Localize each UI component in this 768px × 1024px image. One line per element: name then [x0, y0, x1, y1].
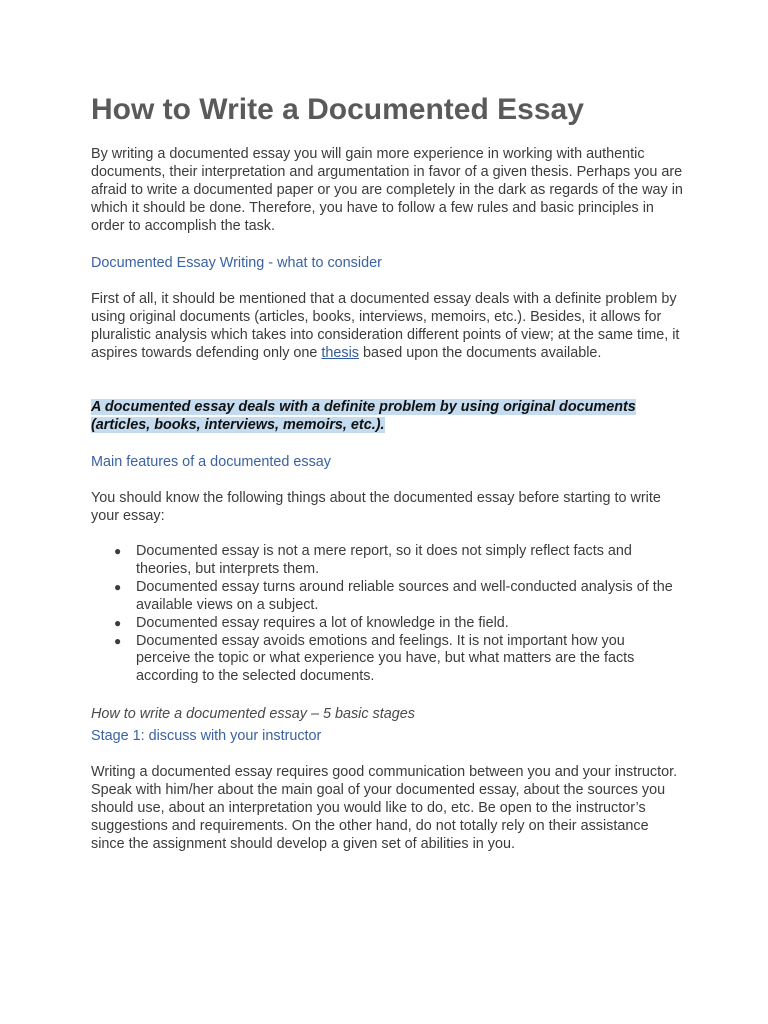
consider-text-end: based upon the documents available. [359, 344, 602, 361]
list-item [91, 633, 683, 687]
bullet-icon: ● [114, 615, 122, 630]
stages-title: How to write a documented essay – 5 basic stages [91, 706, 415, 722]
consider-text-start: First of all, it should be mentioned that a documented essay deals with a definite problem by using original documents (articles, books, interviews, memoirs, etc.). Besides, it allows for pluralistic analysis which takes into consideration different points of view; at the same time, it aspires towards defending only one [91, 291, 680, 361]
section-heading-what-to-consider: Documented Essay Writing - what to consider [91, 255, 382, 271]
thesis-link[interactable]: thesis [321, 344, 359, 361]
highlighted-text: A documented essay deals with a definite problem by using original documents (articles, books, interviews, memoirs, etc.). [91, 399, 636, 433]
stage-1-paragraph: Writing a documented essay requires good communication between you and your instructor. Speak with him/her about the main goal of your documented essay, about the sources you should use, about an interpretation you would like to do, etc. Be open to the instructor’s suggestions and requirements. On the other hand, do not totally rely on their assistance since the assignment should develop a given set of abilities in you. [91, 764, 678, 852]
list-item-text: Documented essay requires a lot of knowledge in the field. [136, 614, 509, 631]
page-title: How to Write a Documented Essay [91, 93, 584, 126]
highlighted-quote [91, 398, 683, 434]
stage-1-heading: Stage 1: discuss with your instructor [91, 728, 322, 744]
intro-paragraph: By writing a documented essay you will gain more experience in working with authentic documents, their interpretation and argumentation in favor of a given thesis. Perhaps you are afraid to write a documented paper or you are completely in the dark as regards of the way in which it should be done. Therefore, you have to follow a few rules and basic principles in order to accomplish the task. [91, 146, 683, 234]
list-item [91, 579, 683, 615]
list-item-text: Documented essay turns around reliable sources and well-conducted analysis of the available views on a subject. [136, 578, 673, 613]
list-item [91, 543, 683, 579]
features-list [91, 543, 683, 686]
features-intro-paragraph: You should know the following things about the documented essay before starting to write your essay: [91, 490, 661, 524]
list-item-text: Documented essay avoids emotions and feelings. It is not important how you perceive the topic or what experience you have, but what matters are the facts according to the selected documents. [136, 632, 635, 685]
list-item-text: Documented essay is not a mere report, so it does not simply reflect facts and theories, but interprets them. [136, 543, 632, 577]
section-heading-main-features: Main features of a documented essay [91, 454, 331, 470]
consider-paragraph [91, 291, 683, 363]
bullet-icon: ● [114, 633, 122, 648]
list-item [91, 615, 683, 633]
bullet-icon: ● [114, 579, 122, 594]
bullet-icon: ● [114, 544, 122, 558]
